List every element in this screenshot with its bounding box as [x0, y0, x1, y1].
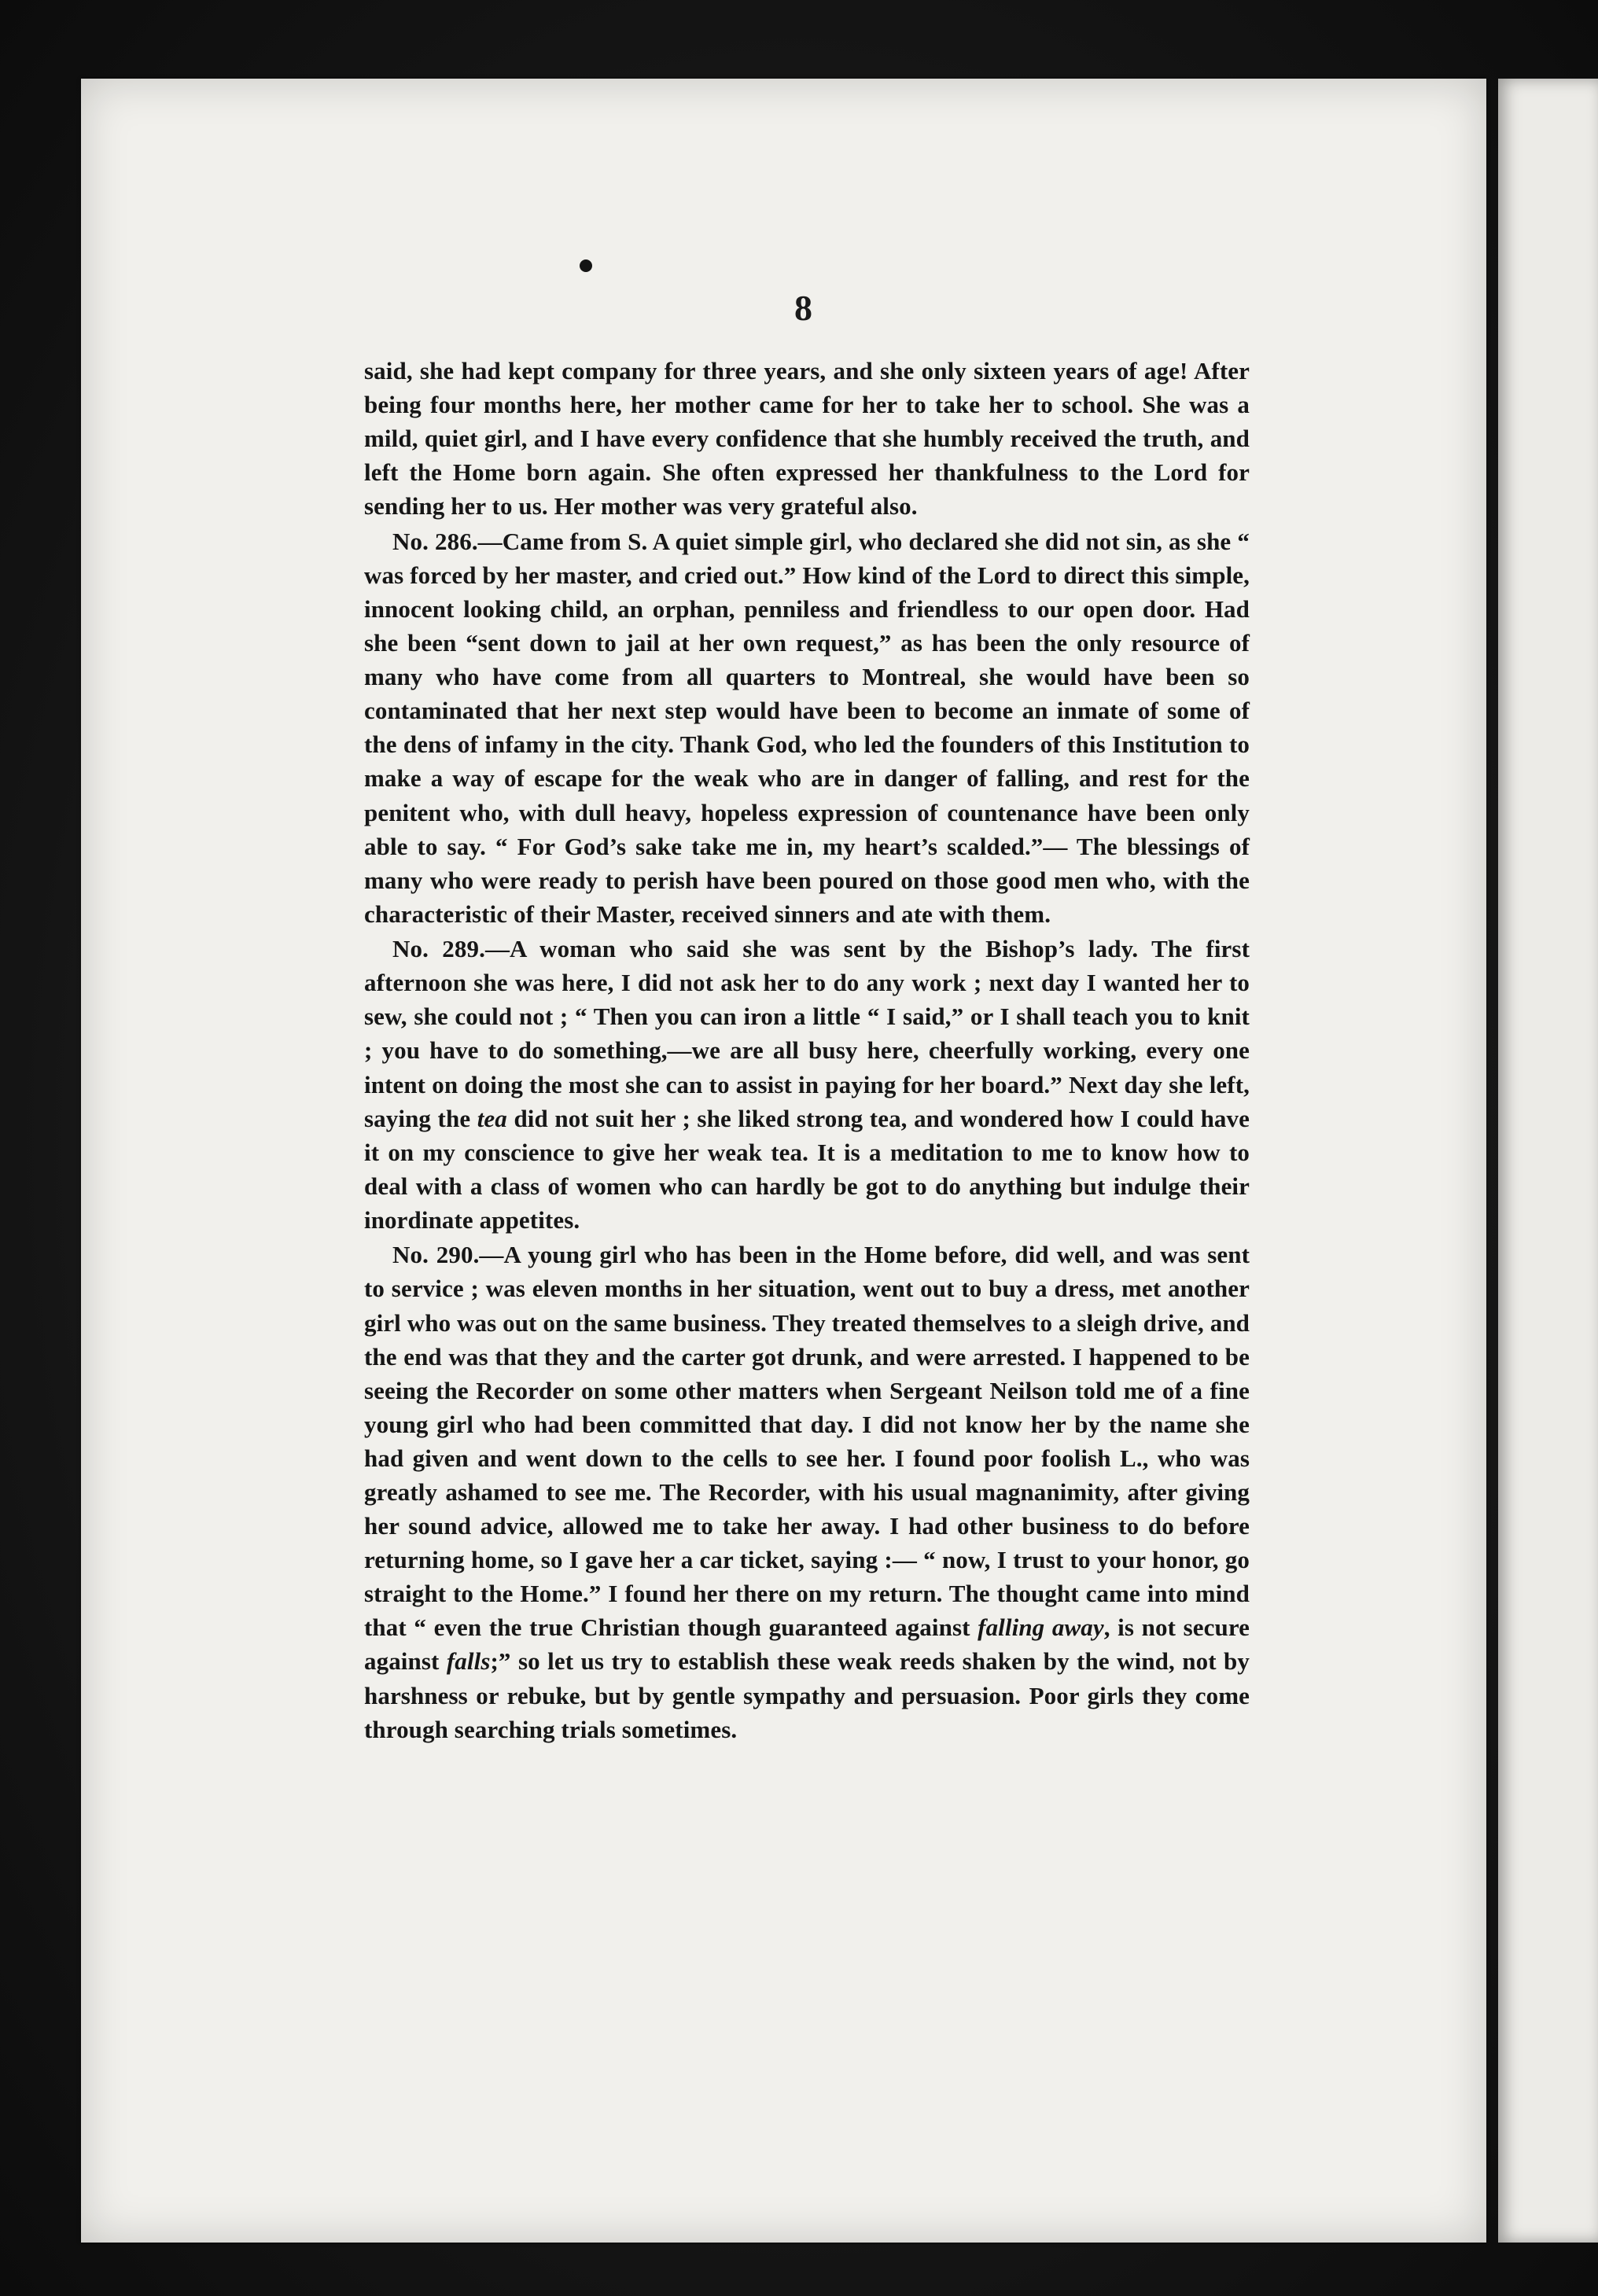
- paragraph-no-290: [364, 1238, 1250, 1746]
- paragraph-no-289: [364, 932, 1250, 1237]
- paragraph-1: said, she had kept company for three years, and she only sixteen years of age! After being four months here, her mother came for her to take her to school. She was a mild, quiet girl, and I have every confidence that she humbly received the truth, and left the Home born again. She often expressed her thankfulness to the Lord for sending her to us. Her mother was very grateful also.: [364, 357, 1250, 521]
- text-run: ;” so let us try to establish these weak reeds shaken by the wind, not by harshness or rebuke, but by gentle sympathy and persuasion. Poor girls they come through searching trials sometimes.: [364, 1647, 1250, 1743]
- text-run: did not suit her ; she liked strong tea, and wondered how I could have it on my conscience to give her weak tea. It is a meditation to me to know how to deal with a class of women who can hardly be got to do anything but indulge their inordinate appetites.: [364, 1104, 1250, 1234]
- text-run: No. 289.—A woman who said she was sent by the Bishop’s lady. The first afternoon she was here, I did not ask her to do any work ; next day I wanted her to sew, she could not ; “ Then you can iron a little “ I said,” or I shall teach you to knit ; you have to do something,—we are all busy here, cheerfully working, every one intent on doing the most she can to assist in paying for her board.” Next day she left, saying the: [364, 935, 1250, 1132]
- adjacent-page-edge: [1498, 79, 1598, 2243]
- paragraph-no-286: No. 286.—Came from S. A quiet simple girl, who declared she did not sin, as she “ was forced by her master, and cried out.” How kind of the Lord to direct this simple, innocent looking child, an orphan, penniless and friendless to our open door. Had she been “sent down to jail at her own request,” as has been the only resource of many who have come from all quarters to Montreal, she would have been so contaminated that her next step would have been to become an inmate of some of the dens of infamy in the city. Thank God, who led the founders of this Institution to make a way of escape for the weak who are in danger of falling, and rest for the penitent who, with dull heavy, hopeless expression of countenance have been only able to say. “ For God’s sake take me in, my heart’s scalded.”— The blessings of many who were ready to perish have been poured on those good men who, with the characteristic of their Master, received sinners and ate with them.: [364, 527, 1250, 928]
- body-text: [364, 354, 1250, 1747]
- italic-run: tea: [477, 1104, 507, 1132]
- text-run: , is not secure against: [364, 1613, 1250, 1676]
- italic-run: falls: [446, 1647, 491, 1676]
- page-number: 8: [794, 288, 812, 328]
- ink-spot: [580, 259, 592, 272]
- text-run: No. 290.—A young girl who has been in the Home before, did well, and was sent to service ; was eleven months in her situation, went out to buy a dress, met another girl who was out on the same business. They treated themselves to a sleigh drive, and the end was that they and the carter got drunk, and were arrested. I happened to be seeing the Recorder on some other matters when Sergeant Neilson told me of a fine young girl who had been committed that day. I did not know her by the name she had given and went down to the cells to see her. I found poor foolish L., who was greatly ashamed to see me. The Recorder, with his usual magnanimity, after giving her sound advice, allowed me to take her away. I had other business to do before returning home, so I gave her a car ticket, saying :— “ now, I trust to your honor, go straight to the Home.” I found her there on my return. The thought came into mind that “ even the true Christian though guaranteed against: [364, 1241, 1250, 1642]
- italic-run: falling away: [978, 1613, 1104, 1642]
